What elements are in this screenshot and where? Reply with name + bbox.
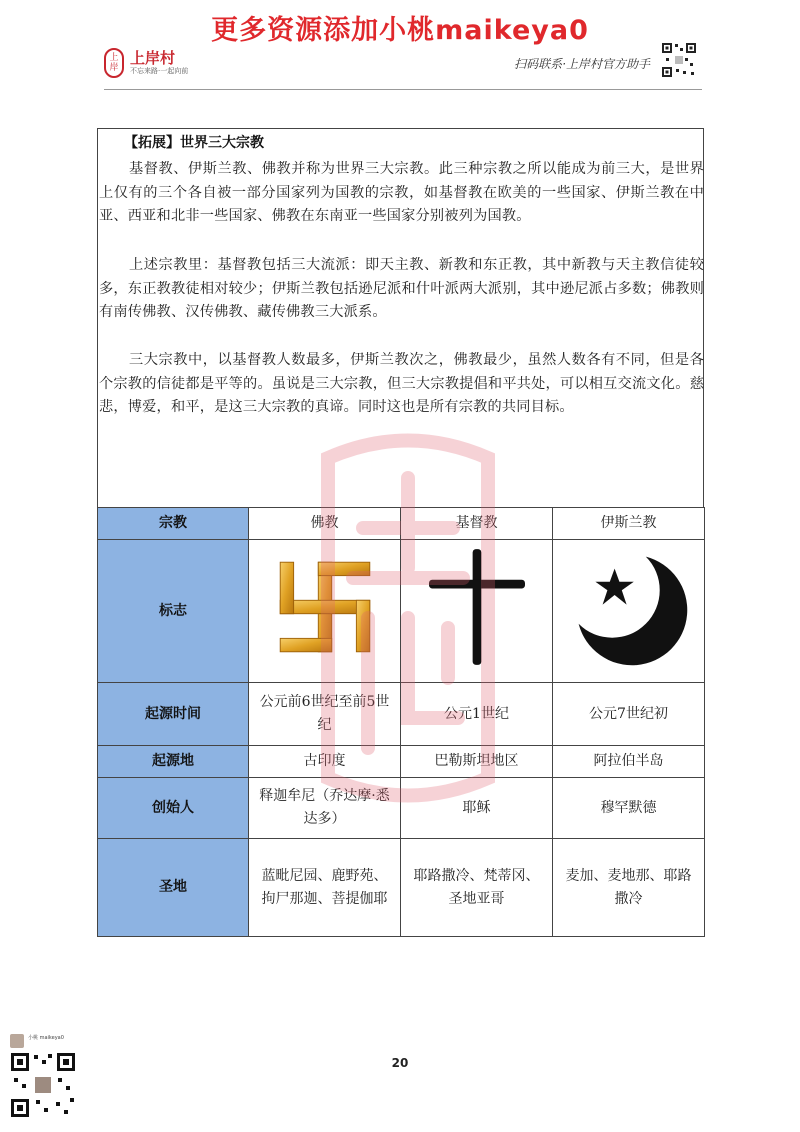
religion-name-buddhism: 佛教 bbox=[249, 508, 401, 540]
holy-land-christianity: 耶路撒冷、梵蒂冈、圣地亚哥 bbox=[401, 839, 553, 937]
origin-time-islam: 公元7世纪初 bbox=[553, 683, 705, 746]
founder-christianity: 耶稣 bbox=[401, 778, 553, 839]
row-header-symbol: 标志 bbox=[98, 540, 249, 683]
origin-place-islam: 阿拉伯半岛 bbox=[553, 746, 705, 778]
table-row bbox=[98, 508, 705, 540]
religion-name-islam: 伊斯兰教 bbox=[553, 508, 705, 540]
table-row bbox=[98, 778, 705, 839]
page-number: 20 bbox=[391, 1056, 409, 1070]
crescent-star-icon bbox=[569, 547, 689, 667]
symbol-cell-islam bbox=[553, 540, 705, 683]
qr-code-icon bbox=[661, 42, 697, 78]
header-divider bbox=[104, 89, 702, 90]
table-row bbox=[98, 839, 705, 937]
paragraph-3: 三大宗教中，以基督教人数最多，伊斯兰教次之，佛教最少，虽然人数各有不同，但是各个宗教的信徒都是平等的。虽说是三大宗教，但三大宗教提倡和平共处，可以相互交流文化。慈悲，博爱，和平，是这三大宗教的真谛。同时这也是所有宗教的共同目标。 bbox=[99, 352, 704, 415]
footer-qr-name: 小桃 maikeya0 bbox=[28, 1035, 64, 1041]
origin-time-christianity: 公元1世纪 bbox=[401, 683, 553, 746]
row-header-holy-land: 圣地 bbox=[98, 839, 249, 937]
table-row bbox=[98, 683, 705, 746]
paragraph-2: 上述宗教里：基督教包括三大流派：即天主教、新教和东正教，其中新教与天主教信徒较多，东正教教徒相对较少；伊斯兰教包括逊尼派和什叶派两大派别，其中逊尼派占多数；佛教则有南传佛教、汉传佛教、藏传佛教三大派系。 bbox=[99, 257, 704, 320]
logo-mark-icon: 上岸 bbox=[104, 48, 124, 78]
table-row bbox=[98, 540, 705, 683]
logo-name: 上岸村 bbox=[130, 49, 176, 67]
founder-islam: 穆罕默德 bbox=[553, 778, 705, 839]
section-title: 【拓展】世界三大宗教 bbox=[124, 135, 264, 151]
row-header-origin-time: 起源时间 bbox=[98, 683, 249, 746]
holy-land-islam: 麦加、麦地那、耶路撒冷 bbox=[553, 839, 705, 937]
avatar bbox=[10, 1034, 24, 1048]
symbol-cell-christianity bbox=[401, 540, 553, 683]
founder-buddhism: 释迦牟尼（乔达摩·悉达多） bbox=[249, 778, 401, 839]
footer-qr-code-icon bbox=[10, 1052, 76, 1118]
swastika-icon bbox=[269, 551, 381, 663]
promo-banner: 更多资源添加小桃maikeya0 bbox=[211, 15, 589, 46]
symbol-cell-buddhism bbox=[249, 540, 401, 683]
row-header-religion: 宗教 bbox=[98, 508, 249, 540]
logo-slogan: 不忘来路·一起向前 bbox=[130, 67, 189, 75]
origin-time-buddhism: 公元前6世纪至前5世纪 bbox=[249, 683, 401, 746]
table-row bbox=[98, 746, 705, 778]
religions-table bbox=[97, 507, 705, 937]
row-header-origin-place: 起源地 bbox=[98, 746, 249, 778]
origin-place-buddhism: 古印度 bbox=[249, 746, 401, 778]
expansion-section bbox=[97, 128, 704, 507]
religion-name-christianity: 基督教 bbox=[401, 508, 553, 540]
origin-place-christianity: 巴勒斯坦地区 bbox=[401, 746, 553, 778]
paragraph-1: 基督教、伊斯兰教、佛教并称为世界三大宗教。此三种宗教之所以能成为前三大，是世界上仅有的三个各自被一部分国家列为国教的宗教，如基督教在欧美的一些国家、伊斯兰教在中亚、西亚和北非一些国家、佛教在东南亚一些国家分别被列为国教。 bbox=[99, 161, 704, 224]
holy-land-buddhism: 蓝毗尼园、鹿野苑、拘尸那迦、菩提伽耶 bbox=[249, 839, 401, 937]
row-header-founder: 创始人 bbox=[98, 778, 249, 839]
cross-icon bbox=[421, 547, 533, 667]
brand-logo bbox=[104, 48, 188, 78]
scan-contact-text: 扫码联系·上岸村官方助手 bbox=[514, 57, 650, 71]
